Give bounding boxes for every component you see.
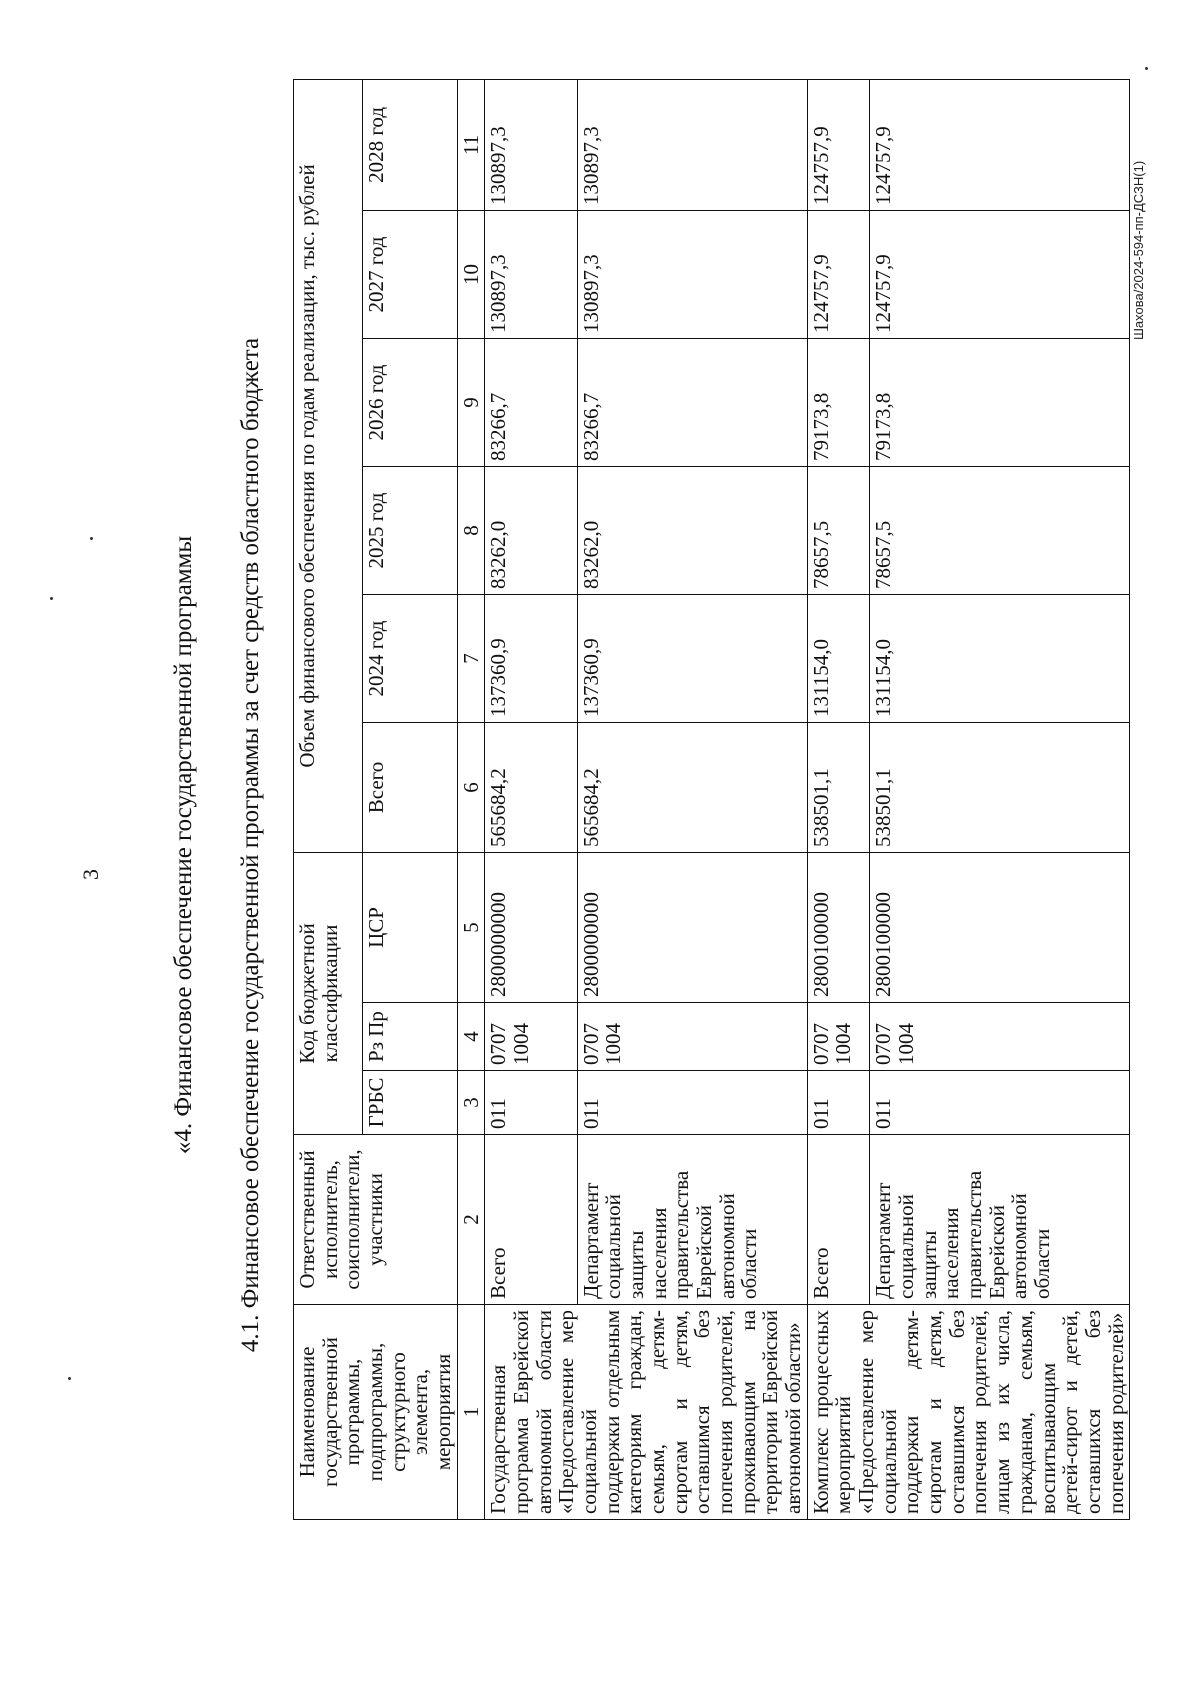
y2025-cell: 78657,5 xyxy=(807,466,869,594)
total-cell: 538501,1 xyxy=(870,722,1130,852)
header-executor: Ответственный исполнитель, соисполнители, участники xyxy=(294,1135,458,1305)
executor-cell: Департамент социальной защиты населения правительства Еврейской автономной области xyxy=(870,1135,1130,1305)
executor-cell: Департамент социальной защиты населения правительства Еврейской автономной области xyxy=(577,1135,807,1305)
header-2025: 2025 год xyxy=(362,466,457,594)
y2028-cell: 124757,9 xyxy=(870,79,1130,210)
grbs-cell: 011 xyxy=(807,1071,869,1135)
col-num: 3 xyxy=(457,1071,485,1135)
y2025-cell: 83262,0 xyxy=(577,466,807,594)
col-num: 8 xyxy=(457,466,485,594)
header-grbs: ГРБС xyxy=(362,1071,457,1135)
program-name: Государственная программа Еврейской автономной области «Предоставление мер социальной поддержки отдельным категориям граждан, семьям, детям-сиротам и детям, оставшимся без попечения родителей, проживающим на территории Еврейской автономной области» xyxy=(485,1305,807,1520)
grbs-cell: 011 xyxy=(870,1071,1130,1135)
header-name: Наименование государственной программы, подпрограммы, структурного элемента, мероприятия xyxy=(294,1305,458,1520)
rzpr-cell: 0707 1004 xyxy=(807,1003,869,1071)
y2024-cell: 131154,0 xyxy=(807,594,869,722)
rotated-page xyxy=(0,30,1170,1660)
y2026-cell: 79173,8 xyxy=(807,338,869,466)
y2025-cell: 78657,5 xyxy=(870,466,1130,594)
funding-table xyxy=(293,79,1130,1520)
csr-cell: 2800100000 xyxy=(870,852,1130,1002)
col-num: 6 xyxy=(457,722,485,852)
document-code-footer: Шахова/2024-594-пп-ДСЗН(1) xyxy=(1131,160,1146,340)
executor-cell: Всего xyxy=(807,1135,869,1305)
scan-speck xyxy=(1145,67,1148,70)
rzpr-cell: 0707 1004 xyxy=(485,1003,577,1071)
scan-speck xyxy=(90,537,93,540)
scan-speck xyxy=(50,597,53,600)
header-rzpr: Рз Пр xyxy=(362,1003,457,1071)
header-row-1 xyxy=(294,79,363,1519)
col-num: 5 xyxy=(457,852,485,1002)
y2026-cell: 83266,7 xyxy=(485,338,577,466)
col-num: 4 xyxy=(457,1003,485,1071)
total-cell: 565684,2 xyxy=(577,722,807,852)
table-row xyxy=(870,79,1130,1519)
y2028-cell: 130897,3 xyxy=(577,79,807,210)
col-num: 9 xyxy=(457,338,485,466)
executor-cell: Всего xyxy=(485,1135,577,1305)
col-num: 7 xyxy=(457,594,485,722)
section-title: «4. Финансовое обеспечение государственной программы xyxy=(170,535,197,1155)
complex-name: Комплекс процессных мероприятий «Предоставление мер социальной поддержки детям-сиротам и детям, оставшимся без попечения родителей, лицам из их числа, гражданам, семьям, воспитывающим детей-сирот и детей, оставшихся без попечения родителей» xyxy=(807,1305,1129,1520)
col-num: 10 xyxy=(457,210,485,338)
rzpr-cell: 0707 1004 xyxy=(870,1003,1130,1071)
y2027-cell: 130897,3 xyxy=(577,210,807,338)
grbs-cell: 011 xyxy=(485,1071,577,1135)
total-cell: 538501,1 xyxy=(807,722,869,852)
header-2026: 2026 год xyxy=(362,338,457,466)
header-2024: 2024 год xyxy=(362,594,457,722)
csr-cell: 2800000000 xyxy=(577,852,807,1002)
grbs-cell: 011 xyxy=(577,1071,807,1135)
header-total: Всего xyxy=(362,722,457,852)
page-number: 3 xyxy=(78,869,103,880)
total-cell: 565684,2 xyxy=(485,722,577,852)
y2027-cell: 124757,9 xyxy=(807,210,869,338)
rzpr-cell: 0707 1004 xyxy=(577,1003,807,1071)
column-number-row xyxy=(457,79,485,1519)
col-num: 11 xyxy=(457,79,485,210)
y2024-cell: 137360,9 xyxy=(577,594,807,722)
y2024-cell: 131154,0 xyxy=(870,594,1130,722)
y2026-cell: 83266,7 xyxy=(577,338,807,466)
y2028-cell: 124757,9 xyxy=(807,79,869,210)
table-row xyxy=(807,79,869,1519)
header-2028: 2028 год xyxy=(362,79,457,210)
csr-cell: 2800000000 xyxy=(485,852,577,1002)
y2027-cell: 130897,3 xyxy=(485,210,577,338)
y2028-cell: 130897,3 xyxy=(485,79,577,210)
section-subtitle: 4.1. Финансовое обеспечение государственной программы за счет средств областного бюджета xyxy=(237,337,264,1353)
table-row xyxy=(485,79,577,1519)
header-csr: ЦСР xyxy=(362,852,457,1002)
y2027-cell: 124757,9 xyxy=(870,210,1130,338)
y2026-cell: 79173,8 xyxy=(870,338,1130,466)
header-2027: 2027 год xyxy=(362,210,457,338)
col-num: 2 xyxy=(457,1135,485,1305)
table-row xyxy=(577,79,807,1519)
csr-cell: 2800100000 xyxy=(807,852,869,1002)
y2025-cell: 83262,0 xyxy=(485,466,577,594)
header-funding: Объем финансового обеспечения по годам реализации, тыс. рублей xyxy=(294,79,363,852)
scan-speck xyxy=(68,1377,71,1380)
y2024-cell: 137360,9 xyxy=(485,594,577,722)
col-num: 1 xyxy=(457,1305,485,1520)
header-budget-code: Код бюджетной классификации xyxy=(294,852,363,1134)
